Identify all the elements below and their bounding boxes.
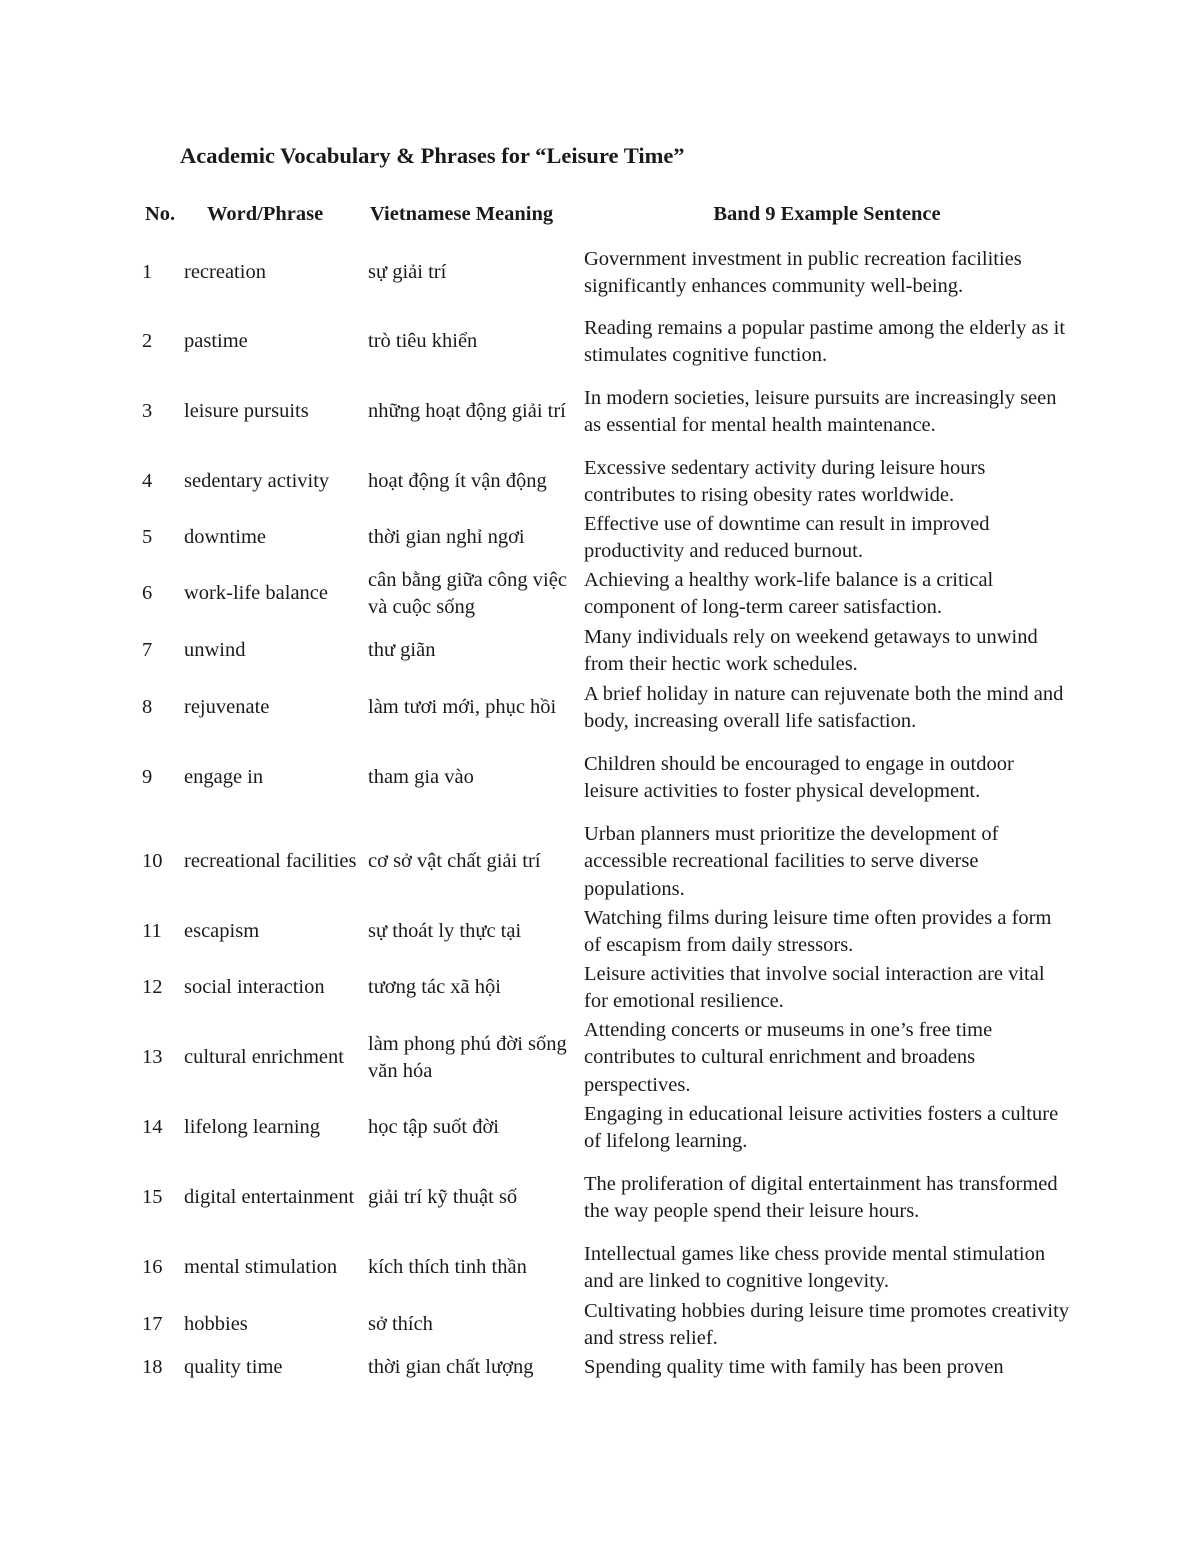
header-vietnamese-meaning: Vietnamese Meaning <box>370 203 554 226</box>
word-phrase: engage in <box>184 766 264 789</box>
table-row <box>140 314 1070 370</box>
vietnamese-meaning: giải trí kỹ thuật số <box>368 1186 518 1209</box>
row-number: 14 <box>142 1116 163 1139</box>
example-sentence: A brief holiday in nature can rejuvenate both the mind and body, increasing overall life satisfaction. <box>584 682 1064 732</box>
vietnamese-meaning: thư giãn <box>368 639 436 662</box>
header-word-phrase: Word/Phrase <box>207 203 324 226</box>
vietnamese-meaning: những hoạt động giải trí <box>368 400 566 423</box>
row-number: 11 <box>142 920 162 943</box>
example-sentence: The proliferation of digital entertainment has transformed the way people spend their leisure hours. <box>584 1172 1058 1222</box>
word-phrase: escapism <box>184 920 260 943</box>
example-sentence: Achieving a healthy work-life balance is a critical component of long-term career satisfaction. <box>584 568 994 618</box>
vietnamese-meaning: sự giải trí <box>368 261 447 284</box>
word-phrase: quality time <box>184 1356 283 1378</box>
example-sentence: Government investment in public recreation facilities significantly enhances community well-being. <box>584 247 1022 297</box>
vietnamese-meaning: sở thích <box>368 1313 433 1336</box>
word-phrase: cultural enrichment <box>184 1046 344 1069</box>
word-phrase: pastime <box>184 330 248 353</box>
table-header <box>140 200 1070 232</box>
table-body <box>140 232 1070 1384</box>
row-number: 4 <box>142 470 153 493</box>
row-number: 12 <box>142 976 163 999</box>
row-number: 16 <box>142 1256 163 1279</box>
vietnamese-meaning: tương tác xã hội <box>368 976 501 999</box>
vocabulary-table <box>140 200 1070 1384</box>
table-row <box>140 370 1070 454</box>
row-number: 17 <box>142 1313 163 1336</box>
table-row <box>140 454 1070 510</box>
word-phrase: recreation <box>184 261 266 284</box>
row-number: 9 <box>142 766 153 789</box>
vietnamese-meaning: học tập suốt đời <box>368 1116 499 1139</box>
vietnamese-meaning: cơ sở vật chất giải trí <box>368 850 541 873</box>
example-sentence: Many individuals rely on weekend getaways to unwind from their hectic work schedules. <box>584 625 1038 675</box>
example-sentence: In modern societies, leisure pursuits are increasingly seen as essential for mental health maintenance. <box>584 386 1057 436</box>
word-phrase: leisure pursuits <box>184 400 309 423</box>
vietnamese-meaning: làm phong phú đời sống văn hóa <box>368 1032 567 1082</box>
table-row <box>140 820 1070 904</box>
row-number: 2 <box>142 330 153 353</box>
example-sentence: Spending quality time with family has been proven <box>584 1356 1004 1378</box>
vietnamese-meaning: thời gian nghỉ ngơi <box>368 526 525 549</box>
row-number: 5 <box>142 526 153 549</box>
vietnamese-meaning: kích thích tinh thần <box>368 1256 527 1279</box>
example-sentence: Effective use of downtime can result in improved productivity and reduced burnout. <box>584 512 990 562</box>
vietnamese-meaning: hoạt động ít vận động <box>368 470 547 493</box>
word-phrase: hobbies <box>184 1313 248 1336</box>
table-row <box>140 680 1070 736</box>
table-row <box>140 1016 1070 1100</box>
row-number: 18 <box>142 1356 163 1378</box>
row-number: 6 <box>142 582 153 605</box>
word-phrase: unwind <box>184 639 246 662</box>
example-sentence: Excessive sedentary activity during leisure hours contributes to rising obesity rates worldwide. <box>584 456 986 506</box>
table-row <box>140 1240 1070 1296</box>
vietnamese-meaning: làm tươi mới, phục hồi <box>368 696 557 719</box>
header-example-sentence: Band 9 Example Sentence <box>713 203 941 226</box>
row-number: 10 <box>142 850 163 873</box>
table-row <box>140 622 1070 680</box>
example-sentence: Children should be encouraged to engage in outdoor leisure activities to foster physical development. <box>584 752 1014 802</box>
word-phrase: digital entertainment <box>184 1186 355 1209</box>
document-title: Academic Vocabulary & Phrases for “Leisure Time” <box>180 143 685 168</box>
table-row <box>140 904 1070 960</box>
word-phrase: lifelong learning <box>184 1116 321 1139</box>
vietnamese-meaning: trò tiêu khiển <box>368 330 478 353</box>
word-phrase: sedentary activity <box>184 470 330 493</box>
table-row <box>140 232 1070 314</box>
vietnamese-meaning: tham gia vào <box>368 766 474 789</box>
row-number: 13 <box>142 1046 163 1069</box>
example-sentence: Attending concerts or museums in one’s free time contributes to cultural enrichment and broadens perspectives. <box>584 1018 993 1096</box>
row-number: 7 <box>142 639 153 662</box>
example-sentence: Intellectual games like chess provide mental stimulation and are linked to cognitive longevity. <box>584 1242 1046 1292</box>
header-no: No. <box>145 203 176 226</box>
table-row <box>140 1100 1070 1156</box>
word-phrase: social interaction <box>184 976 325 999</box>
table-row <box>140 510 1070 566</box>
vietnamese-meaning: cân bằng giữa công việc và cuộc sống <box>368 568 567 618</box>
row-number: 15 <box>142 1186 163 1209</box>
word-phrase: rejuvenate <box>184 696 270 719</box>
example-sentence: Watching films during leisure time often provides a form of escapism from daily stressors. <box>584 906 1052 956</box>
example-sentence: Cultivating hobbies during leisure time promotes creativity and stress relief. <box>584 1299 1070 1349</box>
example-sentence: Reading remains a popular pastime among the elderly as it stimulates cognitive function. <box>584 316 1066 366</box>
example-sentence: Engaging in educational leisure activities fosters a culture of lifelong learning. <box>584 1102 1059 1152</box>
table-row <box>140 960 1070 1016</box>
word-phrase: downtime <box>184 526 266 549</box>
vietnamese-meaning: sự thoát ly thực tại <box>368 920 522 943</box>
word-phrase: recreational facilities <box>184 850 357 873</box>
row-number: 1 <box>142 261 153 284</box>
header-row <box>140 200 1070 232</box>
table-row <box>140 736 1070 820</box>
word-phrase: mental stimulation <box>184 1256 338 1279</box>
table-row <box>140 1296 1070 1354</box>
word-phrase: work-life balance <box>184 582 328 605</box>
row-number: 8 <box>142 696 153 719</box>
vietnamese-meaning: thời gian chất lượng <box>368 1356 534 1378</box>
row-number: 3 <box>142 400 153 423</box>
table-row <box>140 1354 1070 1384</box>
table-row <box>140 1156 1070 1240</box>
example-sentence: Urban planners must prioritize the development of accessible recreational facilities to serve diverse populations. <box>584 822 999 900</box>
example-sentence: Leisure activities that involve social interaction are vital for emotional resilience. <box>584 962 1045 1012</box>
table-row <box>140 566 1070 622</box>
